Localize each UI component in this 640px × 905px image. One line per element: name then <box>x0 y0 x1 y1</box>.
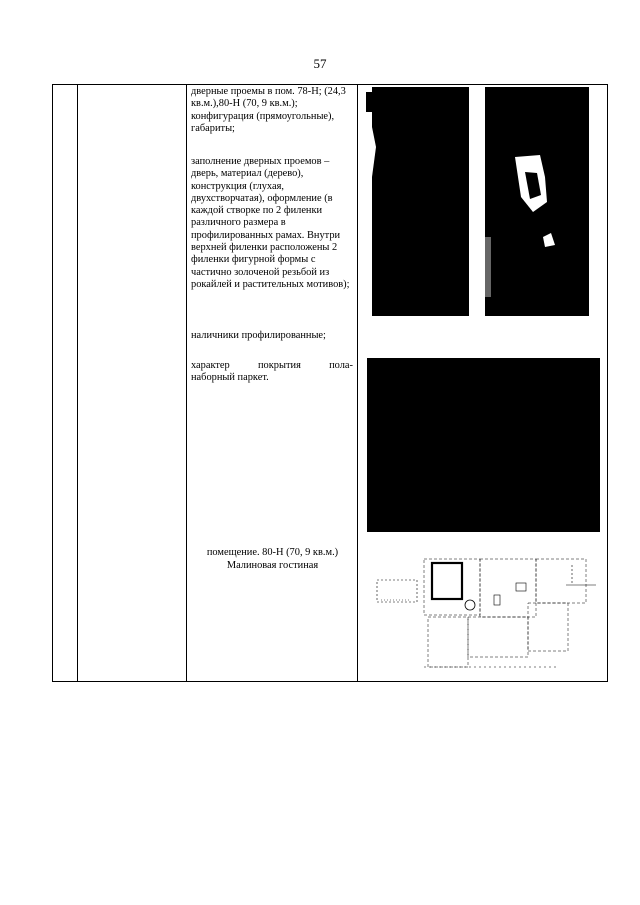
floor-covering-text-line1: характер покрытия пола- <box>191 360 353 371</box>
room-caption-line2: Малиновая гостиная <box>226 560 319 571</box>
description-table <box>52 84 608 682</box>
room-caption-line1: помещение. 80-Н (70, 9 кв.м.) <box>206 547 339 558</box>
floor-photo <box>367 358 600 532</box>
page-number: 57 <box>313 56 327 71</box>
casings-text: наличники профилированные; <box>191 330 326 341</box>
door-photo-right <box>485 87 597 316</box>
floor-plan <box>376 555 598 673</box>
description-cell <box>187 85 358 681</box>
floor-covering-text-line2: наборный паркет. <box>191 372 269 383</box>
column-divider <box>77 85 78 681</box>
door-photo-left <box>362 87 469 316</box>
door-filling-text: заполнение дверных проемов – дверь, материал (дерево), конструкция (глухая, двухстворчатая), оформление (в каждой створке по 2 филенки различного размера в профилированных рамах. Внутри верхней филенки расположены 2 филенки фигурной формы с частично золоченой резьбой из рокайлей и растительных мотивов); <box>191 156 350 290</box>
door-openings-text: дверные проемы в пом. 78-Н; (24,3 кв.м.),80-Н (70, 9 кв.м.); конфигурация (прямоугольные), габариты; <box>191 86 346 134</box>
